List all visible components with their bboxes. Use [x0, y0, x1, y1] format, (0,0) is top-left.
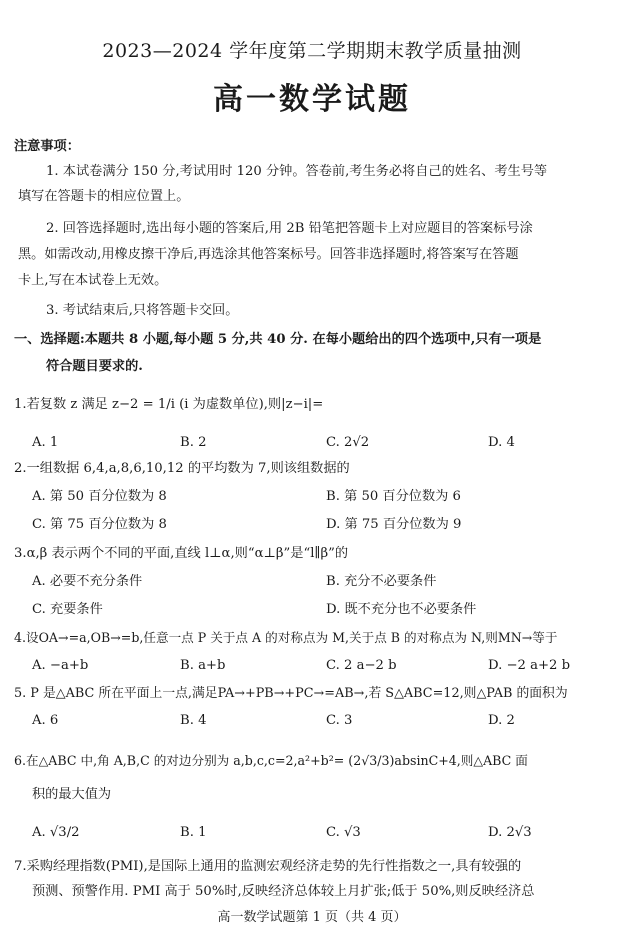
question-4-stem: 4.设OA→=a,OB→=b,任意一点 P 关于点 A 的对称点为 M,关于点 B 的对称点为 N,则MN→等于 — [14, 630, 558, 645]
question-2-option-a: A. 第 50 百分位数为 8 — [32, 489, 167, 504]
question-5-option-d: D. 2 — [488, 713, 515, 728]
question-6-option-d: D. 2√3 — [488, 825, 532, 840]
section-heading-line-1: 一、选择题:本题共 8 小题,每小题 5 分,共 40 分. 在每小题给出的四个选项中,只有一项是 — [14, 332, 542, 347]
question-5-option-b: B. 4 — [180, 713, 207, 728]
question-5-option-c: C. 3 — [326, 713, 353, 728]
question-2-stem: 2.一组数据 6,4,a,8,6,10,12 的平均数为 7,则该组数据的 — [14, 461, 350, 476]
question-3-option-b: B. 充分不必要条件 — [326, 574, 437, 589]
question-1-option-b: B. 2 — [180, 435, 207, 450]
question-4-option-b: B. a+b — [180, 658, 226, 673]
question-4-option-d: D. −2 a+2 b — [488, 658, 571, 673]
question-3-stem: 3.α,β 表示两个不同的平面,直线 l⊥α,则“α⊥β”是“l∥β”的 — [14, 546, 349, 561]
question-7-stem-line-2: 预测、预警作用. PMI 高于 50%时,反映经济总体较上月扩张;低于 50%,则反映经济总 — [32, 884, 535, 899]
exam-year-line: 2023—2024 学年度第二学期期末教学质量抽测 — [102, 40, 522, 62]
notice-line-4: 黑。如需改动,用橡皮擦干净后,再选涂其他答案标号。回答非选择题时,将答案写在答题 — [18, 247, 519, 262]
question-2-option-b: B. 第 50 百分位数为 6 — [326, 489, 461, 504]
question-6-stem-line-2: 积的最大值为 — [32, 787, 112, 802]
question-1-stem: 1.若复数 z 满足 z−2 = 1/i (i 为虚数单位),则|z−i|= — [14, 397, 324, 412]
exam-title: 高一数学试题 — [213, 82, 411, 117]
question-6-option-b: B. 1 — [180, 825, 207, 840]
notice-line-1: 1. 本试卷满分 150 分,考试用时 120 分钟。答卷前,考生务必将自己的姓名、考生号等 — [46, 164, 548, 179]
page-footer: 高一数学试题第 1 页（共 4 页） — [217, 910, 407, 925]
question-4-option-c: C. 2 a−2 b — [326, 658, 397, 673]
notice-line-2: 填写在答题卡的相应位置上。 — [18, 189, 190, 204]
notice-line-3: 2. 回答选择题时,选出每小题的答案后,用 2B 铅笔把答题卡上对应题目的答案标号涂 — [46, 221, 533, 236]
section-heading-line-2: 符合题目要求的. — [46, 359, 143, 374]
question-1-option-a: A. 1 — [32, 435, 59, 450]
notice-line-6: 3. 考试结束后,只将答题卡交回。 — [46, 303, 239, 318]
question-3-option-d: D. 既不充分也不必要条件 — [326, 602, 477, 617]
notice-heading: 注意事项： — [14, 139, 80, 154]
question-2-option-c: C. 第 75 百分位数为 8 — [32, 517, 167, 532]
question-1-option-d: D. 4 — [488, 435, 515, 450]
question-4-option-a: A. −a+b — [32, 658, 89, 673]
question-3-option-c: C. 充要条件 — [32, 602, 103, 617]
question-6-option-a: A. √3/2 — [32, 825, 80, 840]
notice-line-5: 卡上,写在本试卷上无效。 — [18, 273, 168, 288]
question-6-option-c: C. √3 — [326, 825, 361, 840]
question-6-stem-line-1: 6.在△ABC 中,角 A,B,C 的对边分别为 a,b,c,c=2,a²+b²= (2√3/3)absinC+4,则△ABC 面 — [14, 753, 528, 768]
question-5-option-a: A. 6 — [32, 713, 59, 728]
question-5-stem: 5. P 是△ABC 所在平面上一点,满足PA→+PB→+PC→=AB→,若 S△ABC=12,则△PAB 的面积为 — [14, 686, 568, 701]
question-3-option-a: A. 必要不充分条件 — [32, 574, 143, 589]
question-2-option-d: D. 第 75 百分位数为 9 — [326, 517, 462, 532]
question-7-stem-line-1: 7.采购经理指数(PMI),是国际上通用的监测宏观经济走势的先行性指数之一,具有较强的 — [14, 859, 522, 874]
question-1-option-c: C. 2√2 — [326, 435, 370, 450]
